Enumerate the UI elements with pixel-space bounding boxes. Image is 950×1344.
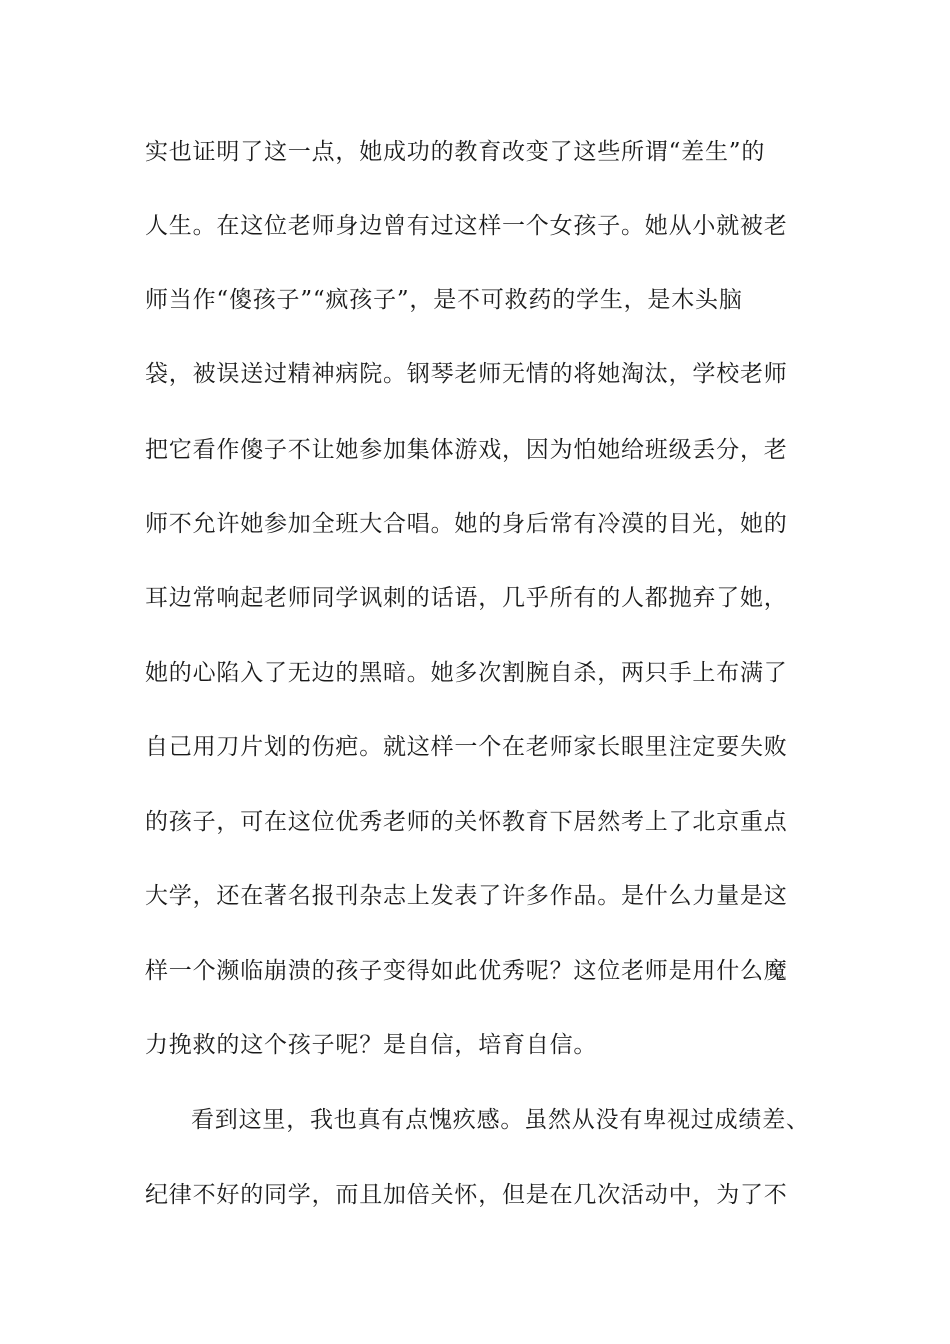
paragraph-1-line-13: 力挽救的这个孩子呢？是自信，培育自信。	[145, 1032, 598, 1058]
paragraph-1-line-1: 实也证明了这一点，她成功的教育改变了这些所谓“差生”的	[145, 139, 766, 165]
paragraph-1-line-12: 样一个濒临崩溃的孩子变得如此优秀呢？这位老师是用什么魔	[145, 958, 788, 984]
paragraph-1-line-2: 人生。在这位老师身边曾有过这样一个女孩子。她从小就被老	[145, 213, 788, 239]
paragraph-1-line-9: 自己用刀片划的伤疤。就这样一个在老师家长眼里注定要失败	[145, 734, 788, 760]
paragraph-1-line-5: 把它看作傻子不让她参加集体游戏，因为怕她给班级丢分，老	[145, 437, 788, 463]
paragraph-1-line-8: 她的心陷入了无边的黑暗。她多次割腕自杀，两只手上布满了	[145, 660, 788, 686]
paragraph-1-line-11: 大学，还在著名报刊杂志上发表了许多作品。是什么力量是这	[145, 883, 788, 909]
paragraph-1-line-7: 耳边常响起老师同学讽刺的话语，几乎所有的人都抛弃了她，	[145, 585, 788, 611]
paragraph-2-line-2: 纪律不好的同学，而且加倍关怀，但是在几次活动中，为了不	[145, 1182, 788, 1208]
paragraph-1-line-4: 袋，被误送过精神病院。钢琴老师无情的将她淘汰，学校老师	[145, 361, 788, 387]
paragraph-1-line-3: 师当作“傻孩子”“疯孩子”，是不可救药的学生，是木头脑	[145, 287, 743, 313]
paragraph-2-line-1: 看到这里，我也真有点愧疚感。虽然从没有卑视过成绩差、	[191, 1107, 810, 1133]
paragraph-1-line-6: 师不允许她参加全班大合唱。她的身后常有冷漠的目光，她的	[145, 511, 788, 537]
paragraph-1-line-10: 的孩子，可在这位优秀老师的关怀教育下居然考上了北京重点	[145, 809, 788, 835]
